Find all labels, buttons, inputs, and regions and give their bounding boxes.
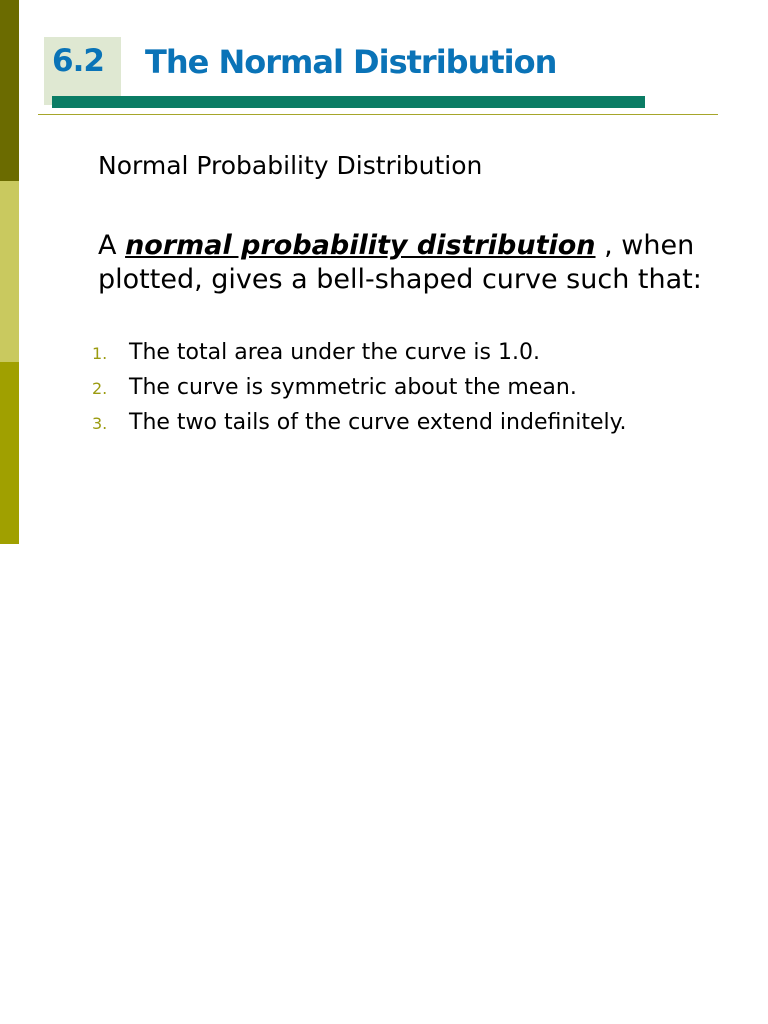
title-underline-bar	[52, 96, 645, 108]
list-item-number: 2.	[92, 379, 108, 398]
list-item-text: The curve is symmetric about the mean.	[129, 375, 577, 400]
paragraph-rest: , when plotted, gives a bell-shaped curve such that:	[98, 230, 702, 295]
side-accent-bar-bottom	[0, 362, 19, 544]
list-item	[92, 335, 752, 370]
slide-title: The Normal Distribution	[145, 43, 557, 81]
list-item-number: 3.	[92, 414, 108, 433]
paragraph-lead: A	[98, 230, 126, 261]
property-list	[92, 335, 752, 440]
list-item-text: The total area under the curve is 1.0.	[129, 340, 540, 365]
title-divider-rule	[38, 114, 718, 115]
slide-subheading: Normal Probability Distribution	[98, 151, 483, 180]
defined-term: normal probability distribution	[125, 230, 596, 261]
list-item-number: 1.	[92, 344, 108, 363]
definition-paragraph	[98, 229, 718, 297]
side-accent-bar-middle	[0, 181, 19, 362]
list-item	[92, 370, 752, 405]
side-accent-bar-top	[0, 0, 19, 181]
section-number: 6.2	[52, 43, 104, 79]
list-item	[92, 405, 752, 440]
list-item-text: The two tails of the curve extend indefinitely.	[129, 410, 627, 435]
